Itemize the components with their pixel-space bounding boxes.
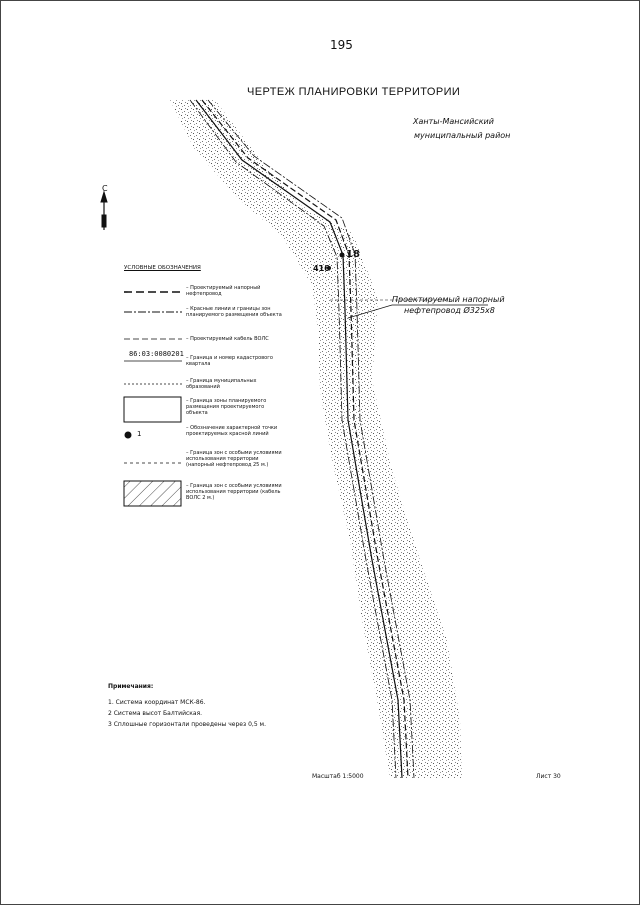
terrain-band <box>170 100 462 778</box>
drawing-title: ЧЕРТЕЖ ПЛАНИРОВКИ ТЕРРИТОРИИ <box>247 86 461 98</box>
sheet-number: Лист 30 <box>536 773 561 780</box>
legend-item-municipal: – Граница муниципальных образований <box>186 378 257 390</box>
notes-title: Примечания: <box>108 683 154 690</box>
pipeline-label-line1: Проектируемый напорный <box>392 295 505 304</box>
legend-item-point: – Обозначение характерной точки проектируемых красной линий <box>186 425 278 437</box>
legend-item-cadastral: – Граница и номер кадастрового квартала <box>186 355 273 367</box>
note-item: 1. Система координат МСК-86. <box>108 699 206 706</box>
scale-label: Масштаб 1:5000 <box>312 773 364 780</box>
note-item: 3 Сплошные горизонтали проведены через 0,5 м. <box>108 721 266 728</box>
north-arrow-icon <box>101 192 107 230</box>
legend-item-zone: – Граница зоны планируемого размещения проектируемого объекта <box>186 398 267 416</box>
north-label: С <box>102 184 108 193</box>
region-label-line2: муниципальный район <box>414 131 511 140</box>
note-item: 2 Система высот Балтийская. <box>108 710 203 717</box>
legend-item-red-lines: – Красные линии и границы зон планируемого размещения объекта <box>186 306 282 318</box>
point-18-marker <box>340 253 345 258</box>
point-18-label: 18 <box>346 249 360 260</box>
page-number: 195 <box>330 38 353 52</box>
legend-cadastral-number: 86:03:0080201 <box>129 350 184 358</box>
legend-item-cable-zone: – Граница зон с особыми условиями использования территории (кабель ВОЛС 2 м.) <box>186 483 282 501</box>
region-label-line1: Ханты-Мансийский <box>413 117 494 126</box>
legend-item-pipeline: – Проектируемый напорный нефтепровод <box>186 285 261 297</box>
legend-point-number: 1 <box>137 430 142 438</box>
legend-symbols <box>124 292 182 506</box>
legend-item-fiber-cable: – Проектируемый кабель ВОЛС <box>186 336 269 342</box>
point-416-label: 416 <box>313 264 330 273</box>
pipeline-label-line2: нефтепровод Ø325х8 <box>404 306 495 315</box>
legend-item-pipeline-zone: – Граница зон с особыми условиями использования территории (напорный нефтепровод 25 м.) <box>186 450 282 468</box>
legend-title: УСЛОВНЫЕ ОБОЗНАЧЕНИЯ <box>124 265 201 271</box>
